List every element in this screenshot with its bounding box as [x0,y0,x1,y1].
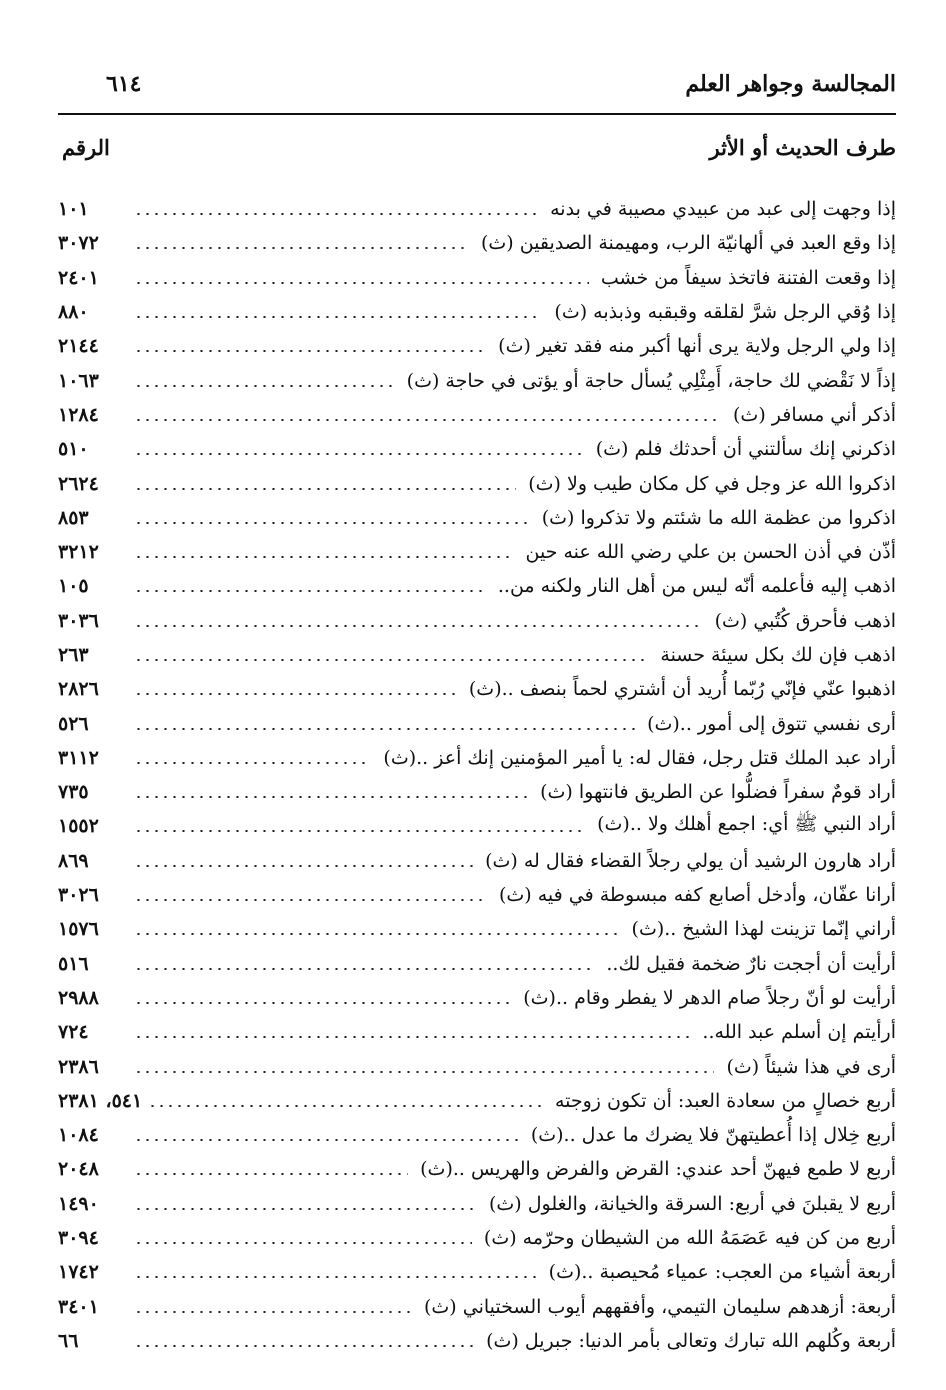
entry-text: اذكروا الله عز وجل في كل مكان طيب ولا (ث) [528,472,896,495]
number-column-header: الرقم [62,134,110,160]
dot-leader [134,933,620,935]
index-entry [58,741,896,775]
dot-leader [134,488,516,490]
dot-leader [134,1139,519,1141]
dot-leader [134,625,703,627]
dot-leader [134,1208,477,1210]
entry-number: ١٥٧٦ [58,918,99,941]
index-entry [58,329,896,363]
entry-text: اذهب فإن لك بكل سيئة حسنة [660,644,896,666]
entry-number: ٨٥٣ [58,506,89,529]
dot-leader [134,316,542,318]
dot-leader [134,693,457,695]
index-entry [58,981,896,1015]
entry-text: أربعة: أزهدهم سليمان التيمي، وأفقههم أيوب السختياني (ث) [424,1295,896,1318]
entry-text: اذهب إليه فأعلمه أنّه ليس من أهل النار ولكنه من.. [497,575,896,598]
entry-number: ١٥٥٢ [58,815,99,838]
entry-text: أراد عبد الملك قتل رجل، فقال له: يا أمير المؤمنين إنك أعز ..(ث) [383,746,896,769]
entry-number: ٦٦ [58,1329,79,1352]
entry-text: أربع لا يقبلنَ في أربع: السرقة والخيانة، والغلول (ث) [488,1192,896,1215]
dot-leader [134,1242,472,1244]
entry-number: ٣٠٧٢ [58,232,99,255]
dot-leader [134,659,648,661]
entry-number: ٢١٤٤ [58,335,99,358]
index-entry [58,1290,896,1324]
dot-leader [134,453,584,455]
header-rule [58,113,896,115]
entry-number: ٣٢١٢ [58,541,99,564]
running-head [58,64,896,104]
dot-leader [134,865,473,867]
dot-leader [134,796,528,798]
index-entry [58,261,896,295]
entry-number: ٢٨٢٦ [58,678,99,701]
entry-text: أذكر أني مسافر (ث) [733,403,896,426]
dot-leader [134,1002,511,1004]
dot-leader [134,282,589,284]
entry-text: أربعة أشياء من العجب: عمياء مُحيصبة ..(ث) [548,1261,896,1284]
entry-text: أذّن في أذن الحسن بن علي رضي الله عنه حين [525,541,896,564]
dot-leader [134,728,635,730]
index-entry [58,192,896,226]
entry-text: أربعة وكُلهم الله تبارك وتعالى بأمر الدنيا: جبريل (ث) [486,1329,896,1352]
entry-number: ٧٢٤ [58,1021,89,1044]
entry-number: ٥٤١، ٢٣٨١ [58,1089,143,1112]
index-entry [58,1221,896,1255]
entry-number: ١٤٩٠ [58,1192,99,1215]
index-entry [58,398,896,432]
dot-leader [134,556,513,558]
dot-leader [134,1276,537,1278]
index-entry [58,569,896,603]
entry-text: إذا وجهت إلى عبد من عبيدي مصيبة في بدنه [550,198,896,221]
book-title: المجالسة وجواهر العلم [685,71,896,97]
dot-leader [134,1173,408,1175]
entry-number: ٢٦٢٤ [58,472,99,495]
index-entry [58,706,896,740]
index-entry [58,604,896,638]
index-entry [58,1049,896,1083]
index-entry [58,226,896,260]
entry-number: ٣٠٩٤ [58,1227,99,1250]
index-entry [58,672,896,706]
entry-text: أراد هارون الرشيد أن يولي رجلاً القضاء فقال له (ث) [485,849,896,872]
dot-leader [134,247,469,249]
dot-leader [134,1071,714,1073]
entry-text: إذا وقع العبد في ألهانيّة الرب، ومهيمنة الصديقين (ث) [480,232,896,255]
dot-leader [134,350,486,352]
index-entry [58,1015,896,1049]
entry-number: ١٠٥ [58,575,89,598]
entry-text: أربع من كن فيه عَصَمَهُ الله من الشيطان وحرّمه (ث) [483,1227,896,1250]
index-entry [58,1118,896,1152]
index-entry [58,295,896,329]
entry-text: أراد النبي ﷺ أي: اجمع أهلك ولا ..(ث) [597,813,896,836]
entry-text: إذاً لا نَقْضي لك حاجة، أَمِثْلِي يُسأل حاجة أو يؤتى في حاجة (ث) [406,369,896,392]
entry-text: أربع خصالٍ من سعادة العبد: أن تكون زوجته [554,1089,896,1112]
entry-number: ٥١٠ [58,438,89,461]
entry-text: إذا ولي الرجل ولاية يرى أنها أكبر منه فقد تغير (ث) [498,335,896,358]
entry-number: ٣١١٢ [58,746,99,769]
entry-text: أرى في هذا شيئاً (ث) [726,1055,896,1078]
index-entry [58,912,896,946]
entry-text: أرانا عفّان، وأدخل أصابع كفه مبسوطة في فيه (ث) [498,884,896,907]
entry-text: أراد قومٌ سفراً فضلُّوا عن الطريق فانتهوا (ث) [540,781,896,804]
entry-text: أربع خِلال إذا أُعطيتهنّ فلا يضرك ما عدل ..(ث) [530,1124,896,1147]
entry-text: أراني إنّما تزينت لهذا الشيخ ..(ث) [631,918,896,941]
entry-number: ١٢٨٤ [58,403,99,426]
index-entry [58,638,896,672]
entry-number: ٥١٦ [58,952,89,975]
entry-text: اذهب فأحرق كُتُبي (ث) [714,609,896,632]
index-page [58,64,896,1374]
entry-number: ٣٤٠١ [58,1295,99,1318]
entry-number: ١٠٦٣ [58,369,99,392]
index-entry [58,947,896,981]
entry-text: إذا وقعت الفتنة فاتخذ سيفاً من خشب [600,266,896,289]
entry-text: أرأيتم إن أسلم عبد الله.. [702,1021,896,1044]
entry-text: أرى نفسي تتوق إلى أمور ..(ث) [647,712,896,735]
entry-number: ٢٤٠١ [58,266,99,289]
dot-leader [134,1036,690,1038]
dot-leader [148,1105,543,1107]
entry-text: أرأيت لو أنّ رجلاً صام الدهر لا يفطر وقام ..(ث) [523,986,896,1009]
dot-leader [134,1345,474,1347]
dot-leader [134,762,371,764]
dot-leader [134,1311,412,1313]
entry-number: ٨٦٩ [58,849,89,872]
entry-number: ٢٦٣ [58,644,89,666]
dot-leader [134,522,530,524]
index-entry [58,775,896,809]
column-header-row [58,130,896,164]
index-entry [58,432,896,466]
entry-number: ٨٨٠ [58,301,89,324]
dot-leader [134,590,486,592]
index-entry [58,1255,896,1289]
index-entry [58,363,896,397]
entry-number: ١٠٨٤ [58,1124,99,1147]
entry-text: اذكروا من عظمة الله ما شئتم ولا تذكروا (ث) [541,506,896,529]
entry-number: ٧٣٥ [58,781,89,804]
entry-number: ٢٩٨٨ [58,986,99,1009]
index-entry [58,535,896,569]
index-entry [58,844,896,878]
index-entry [58,466,896,500]
entry-number: ٣٠٢٦ [58,884,99,907]
index-entry [58,1187,896,1221]
dot-leader [134,899,487,901]
index-entry [58,501,896,535]
entry-number: ٢٣٨٦ [58,1055,99,1078]
entry-text: أربع لا طمع فيهنّ أحد عندي: القرض والفرض والهريس ..(ث) [420,1158,896,1181]
page-number: ٦١٤ [106,71,142,97]
dot-leader [134,968,594,970]
text-column-header: طرف الحديث أو الأثر [709,134,896,160]
entry-number: ٣٠٣٦ [58,609,99,632]
entry-text: أرأيت أن أججت نارٌ ضخمة فقيل لك.. [606,952,896,975]
dot-leader [134,385,395,387]
entry-number: ١٧٤٢ [58,1261,99,1284]
entry-text: اذهبوا عنّي فإنّي رُبّما أُريد أن أشتري لحماً بنصف ..(ث) [468,678,896,701]
dot-leader [134,419,721,421]
entry-number: ٢٠٤٨ [58,1158,99,1181]
entry-number: ٥٢٦ [58,712,89,735]
dot-leader [134,213,538,215]
dot-leader [134,830,585,832]
index-entry [58,1324,896,1358]
entry-text: إذا وُقي الرجل شرَّ لقلقه وقبقبه وذبذبه (ث) [554,301,896,324]
index-entry [58,1152,896,1186]
index-entries-list [58,192,896,1358]
index-entry [58,1084,896,1118]
entry-text: اذكرني إنك سألتني أن أحدثك فلم (ث) [595,438,896,461]
index-entry [58,809,896,843]
entry-number: ١٠١ [58,198,89,221]
index-entry [58,878,896,912]
